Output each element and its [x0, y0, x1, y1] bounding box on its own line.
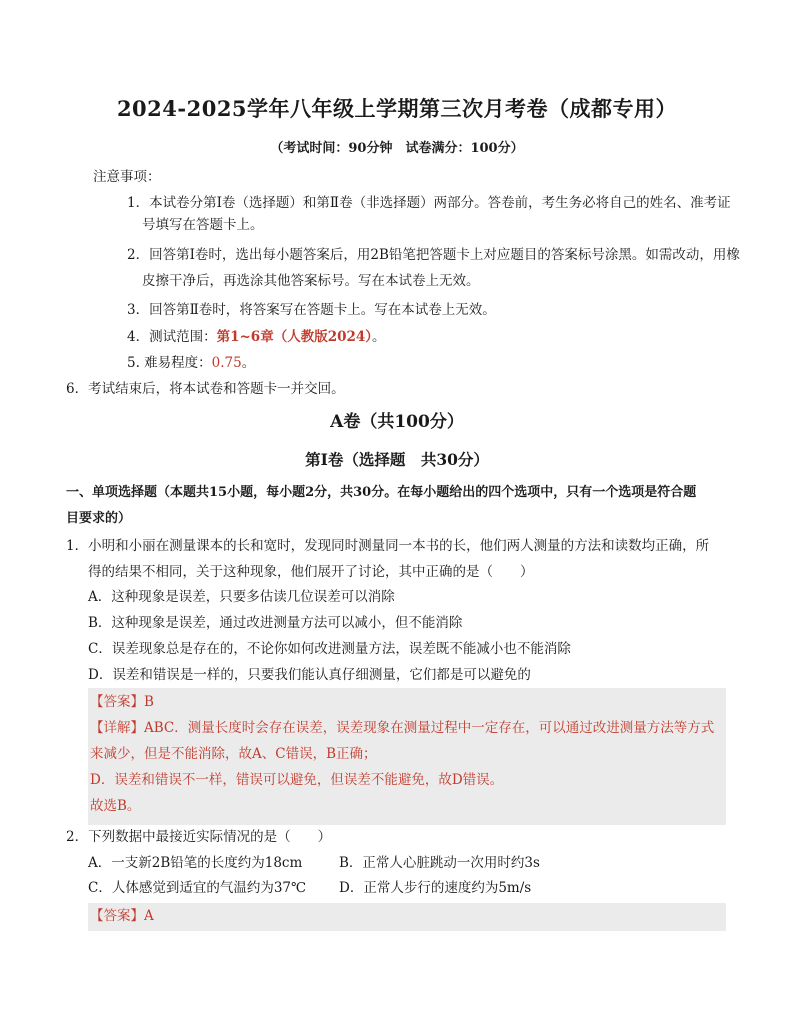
- question-1-stem-line-1: 1．小明和小丽在测量课本的长和宽时，发现同时测量同一本书的长，他们两人测量的方法和读数均正确，所: [66, 538, 710, 554]
- question-1-option-b: B．这种现象是误差，通过改进测量方法可以减小，但不能消除: [88, 615, 463, 631]
- notice-item-5: [127, 353, 255, 373]
- notice-item-3: 3．回答第Ⅱ卷时，将答案写在答题卡上。写在本试卷上无效。: [127, 302, 496, 318]
- notice-item-4: [127, 327, 386, 347]
- question-2-answer-box: [88, 903, 726, 931]
- section-a-heading: A卷（共100分）: [330, 412, 464, 432]
- part-one-intro-line-2: 目要求的）: [66, 511, 132, 526]
- question-2-answer: 【答案】A: [90, 908, 154, 924]
- question-1-option-c: C．误差现象总是存在的，不论你如何改进测量方法，误差既不能减小也不能消除: [88, 641, 571, 657]
- question-1-stem-line-2: 得的结果不相同，关于这种现象，他们展开了讨论，其中正确的是（ ）: [88, 564, 534, 580]
- question-2-option-a: A．一支新2B铅笔的长度约为18cm: [88, 855, 303, 871]
- notice-item-1-line-1: 1．本试卷分第Ⅰ卷（选择题）和第Ⅱ卷（非选择题）两部分。答卷前，考生务必将自己的姓名、准考证: [127, 195, 731, 211]
- notice-heading: 注意事项：: [93, 169, 161, 185]
- question-1-detail-line-4: 故选B。: [90, 798, 141, 814]
- question-1-answer: 【答案】B: [90, 694, 154, 710]
- question-1-detail-line-1: 【详解】ABC．测量长度时会存在误差，误差现象在测量过程中一定存在，可以通过改进测量方法等方式: [90, 720, 715, 736]
- question-2-option-d: D．正常人步行的速度约为5m/s: [339, 880, 532, 896]
- notice-item-2-line-1: 2．回答第Ⅰ卷时，选出每小题答案后，用2B铅笔把答题卡上对应题目的答案标号涂黑。如需改动，用橡: [127, 247, 740, 263]
- question-1-option-a: A．这种现象是误差，只要多估读几位误差可以消除: [88, 589, 395, 605]
- test-scope-value: 第1~6章（人教版2024）: [216, 329, 373, 345]
- notice-item-2-line-2: 皮擦干净后，再选涂其他答案标号。写在本试卷上无效。: [142, 273, 480, 289]
- question-2-option-c: C．人体感觉到适宜的气温约为37℃: [88, 880, 307, 896]
- question-2-option-b: B．正常人心脏跳动一次用时约3s: [339, 855, 540, 871]
- question-1-detail-line-2: 来减少，但是不能消除，故A、C错误，B正确；: [90, 746, 377, 762]
- notice-item-1-line-2: 号填写在答题卡上。: [142, 217, 264, 233]
- notice-item-4-suffix: 。: [372, 329, 386, 345]
- part-one-heading: 第Ⅰ卷（选择题 共30分）: [305, 450, 489, 469]
- notice-item-4-prefix: 4．测试范围：: [127, 329, 217, 345]
- notice-item-5-suffix: 。: [241, 355, 256, 371]
- question-1-detail-line-3: D．误差和错误不一样，错误可以避免，但误差不能避免，故D错误。: [90, 772, 504, 788]
- notice-item-5-prefix: 5. 难易程度：: [127, 355, 212, 371]
- question-1-option-d: D．误差和错误是一样的，只要我们能认真仔细测量，它们都是可以避免的: [88, 667, 531, 683]
- difficulty-value: 0.75: [211, 355, 242, 371]
- notice-item-6: 6．考试结束后，将本试卷和答题卡一并交回。: [66, 381, 345, 397]
- exam-subtitle: （考试时间：90分钟 试卷满分：100分）: [270, 141, 524, 156]
- question-2-stem: 2．下列数据中最接近实际情况的是（ ）: [66, 829, 332, 845]
- exam-title: 2024-2025学年八年级上学期第三次月考卷（成都专用）: [116, 96, 678, 121]
- part-one-intro-line-1: 一、单项选择题（本题共15小题，每小题2分，共30分。在每小题给出的四个选项中，只有一个选项是符合题: [66, 485, 697, 500]
